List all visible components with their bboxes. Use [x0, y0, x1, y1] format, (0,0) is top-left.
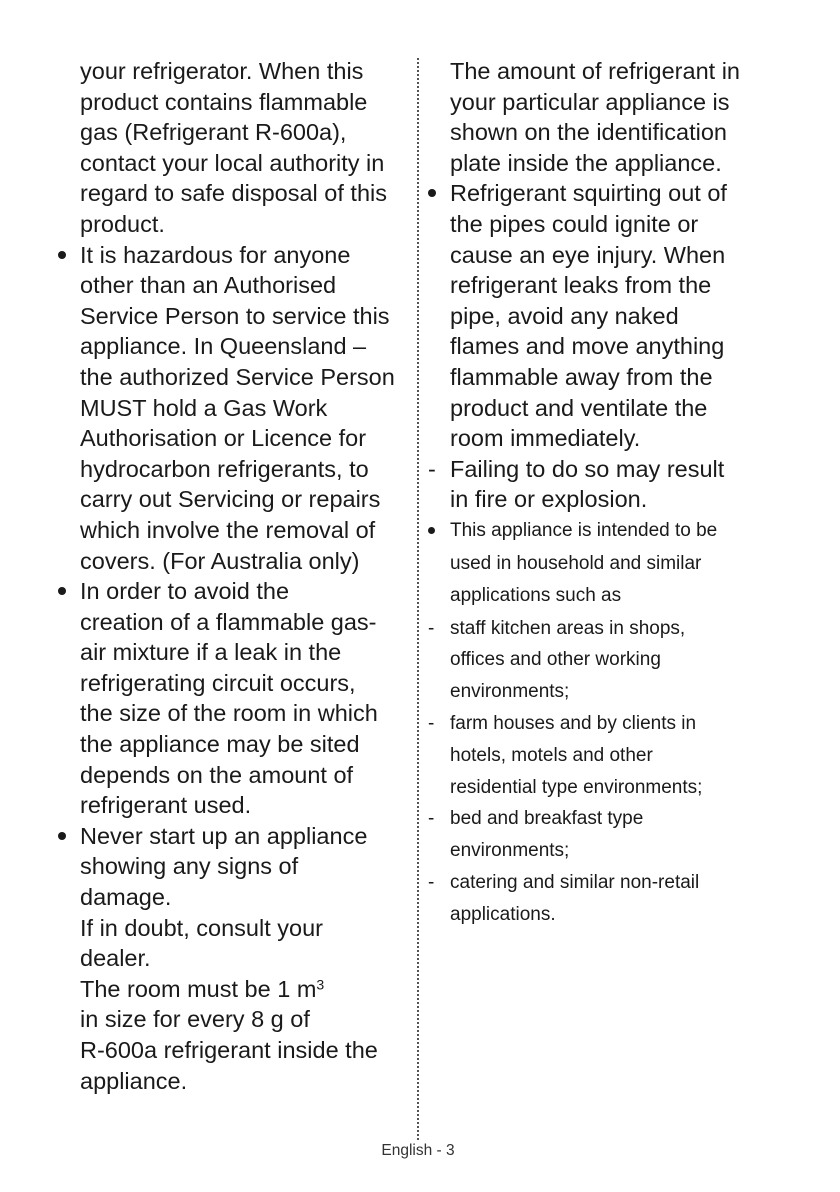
bullet-text: This appliance is intended to be used in household and similar applications such as [450, 519, 718, 607]
bullet-icon [428, 527, 435, 534]
dash-text: Failing to do so may result in fire or explosion. [450, 455, 725, 513]
dash-marker: - [428, 713, 435, 735]
dash-text: staff kitchen areas in shops, offices and other working environments; [450, 617, 686, 703]
bullet-text: Refrigerant squirting out of the pipes could ignite or cause an eye injury. When refrigerant leaks from the pipe, avoid any naked flames and move anything flammable away from the product and ventilate the room immediately. [450, 180, 727, 452]
dash-text: catering and similar non-retail applications. [450, 872, 700, 925]
dash-text: farm houses and by clients in hotels, motels and other residential type environments; [450, 713, 703, 798]
bullet-icon [58, 832, 66, 840]
dash-text: bed and breakfast type environments; [450, 808, 644, 862]
room-size-requirement [80, 974, 414, 1005]
room-size-rest: in size for every 8 g of R-600a refrigerant inside the appliance. [80, 1006, 378, 1094]
continuation-text: The amount of refrigerant in your particular appliance is shown on the identification plate inside the appliance. [450, 58, 740, 176]
continuation-paragraph [424, 56, 834, 178]
dash-item-catering [424, 867, 834, 931]
dash-marker: - [428, 455, 436, 482]
bullet-item-room-size [54, 576, 414, 821]
bullet-text: Never start up an appliance showing any signs of damage. If in doubt, consult your dealer. [80, 822, 368, 972]
dash-marker: - [428, 872, 435, 894]
continuation-text: your refrigerator. When this product contains flammable gas (Refrigerant R-600a), contact your local authority in regard to safe disposal of this product. [80, 58, 387, 237]
room-size-prefix: The room must be 1 m [80, 975, 317, 1002]
bullet-item-damage [54, 821, 414, 1096]
room-size-superscript: 3 [316, 976, 325, 993]
bullet-item-refrigerant-leak [424, 178, 834, 453]
dash-item-bed-breakfast [424, 803, 834, 867]
bullet-icon [58, 251, 66, 259]
bullet-item-authorised-service [54, 240, 414, 577]
dash-marker: - [428, 808, 435, 830]
continuation-paragraph [54, 56, 414, 240]
bullet-text: In order to avoid the creation of a flammable gas- air mixture if a leak in the refrigerating circuit occurs, the size of the room in which the appliance may be sited depends on the amount of refrigerant used. [80, 578, 378, 819]
bullet-item-intended-use [424, 515, 834, 613]
left-column [54, 56, 414, 1096]
dash-marker: - [428, 617, 435, 639]
bullet-icon [428, 189, 436, 197]
bullet-text: It is hazardous for anyone other than an Authorised Service Person to service this appliance. In Queensland – the authorized Service Person MUST hold a Gas Work Authorisation or Licence for hydrocarbon refrigerants, to carry out Servicing or repairs which involve the removal of covers. (For Australia only) [80, 241, 395, 574]
dash-item-fire [424, 454, 834, 515]
right-column [424, 56, 834, 931]
page-number-label: English - 3 [381, 1142, 455, 1159]
column-divider [417, 58, 419, 1140]
bullet-icon [58, 587, 66, 595]
page-footer [0, 1142, 836, 1160]
dash-item-farm-houses [424, 708, 834, 803]
dash-item-staff-kitchen [424, 613, 834, 708]
